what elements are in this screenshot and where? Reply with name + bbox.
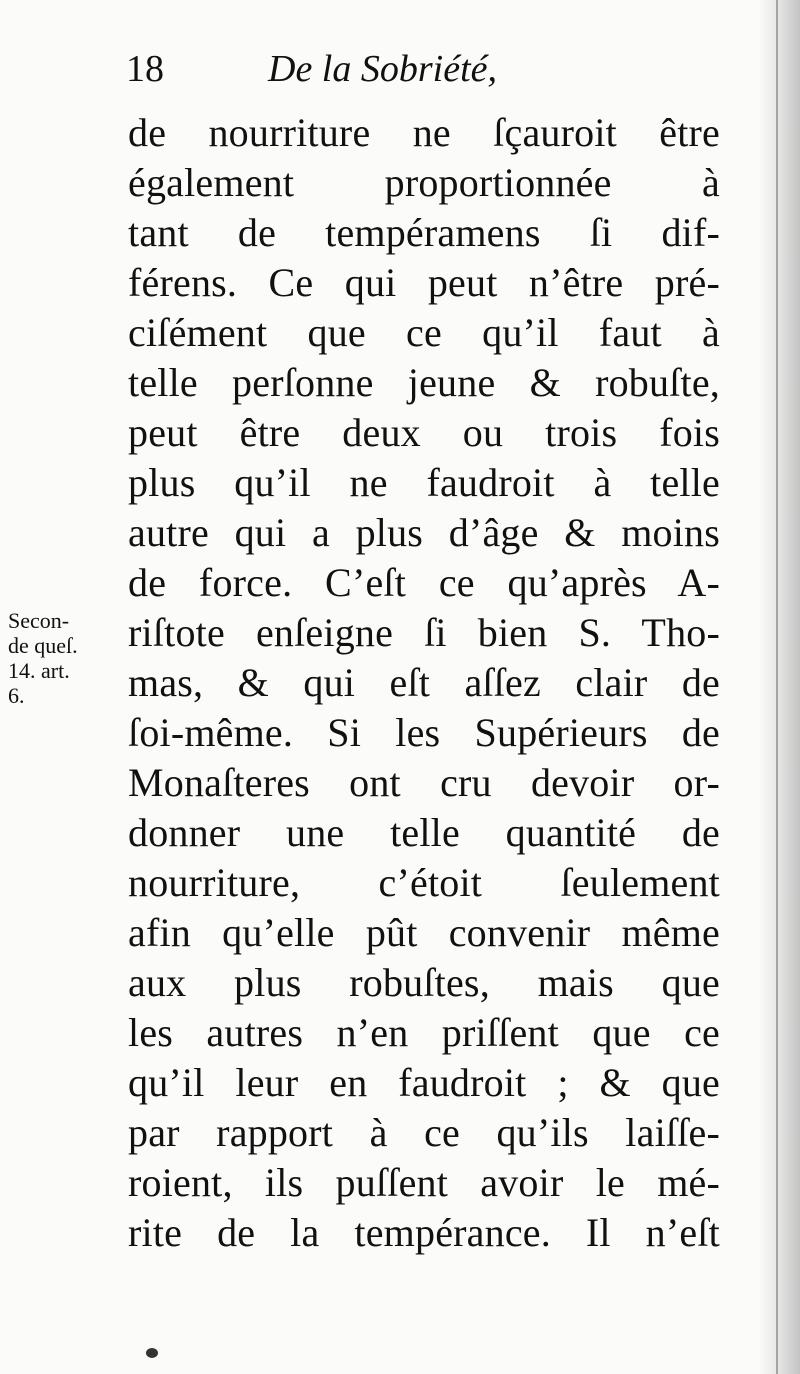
text-line: riſtote enſeigne ſi bien S. Tho-	[128, 610, 720, 655]
text-line: rite de la tempérance. Il n’eſt	[128, 1210, 720, 1255]
text-line: ciſément que ce qu’il faut à	[128, 310, 720, 355]
text-line: aux plus robuſtes, mais que	[128, 960, 720, 1005]
margin-note	[8, 608, 128, 708]
page-gutter-shadow	[758, 0, 800, 1374]
margin-note-line: 6.	[8, 683, 25, 708]
text-line: également proportionnée à	[128, 160, 720, 205]
text-line: les autres n’en priſſent que ce	[128, 1010, 720, 1055]
page-edge-line	[776, 0, 778, 1374]
text-line: nourriture, c’étoit ſeulement	[128, 860, 720, 905]
text-line: telle perſonne jeune & robuſte,	[128, 360, 720, 405]
text-line: donner une telle quantité de	[128, 810, 720, 855]
ink-speck	[146, 1348, 158, 1358]
text-line: afin qu’elle pût convenir même	[128, 910, 720, 955]
page-number: 18	[126, 48, 164, 90]
text-line: qu’il leur en faudroit ; & que	[128, 1060, 720, 1105]
text-line: plus qu’il ne faudroit à telle	[128, 460, 720, 505]
page-header	[126, 44, 726, 94]
text-line: peut être deux ou trois fois	[128, 410, 720, 455]
text-line: tant de tempéramens ſi dif-	[128, 210, 720, 255]
text-line: roient, ils puſſent avoir le mé-	[128, 1160, 720, 1205]
text-line: férens. Ce qui peut n’être pré-	[128, 260, 720, 305]
margin-note-line: 14. art.	[8, 658, 70, 683]
text-line: de force. C’eſt ce qu’après A-	[128, 560, 720, 605]
text-line: de nourriture ne ſçauroit être	[128, 110, 720, 155]
text-line: autre qui a plus d’âge & moins	[128, 510, 720, 555]
body-text	[128, 108, 720, 1258]
text-line: ſoi-même. Si les Supérieurs de	[128, 710, 720, 755]
running-title: De la Sobriété,	[268, 48, 498, 90]
margin-note-line: de queſ.	[8, 633, 78, 658]
text-line: Monaſteres ont cru devoir or-	[128, 760, 720, 805]
text-line: mas, & qui eſt aſſez clair de	[128, 660, 720, 705]
margin-note-line: Secon-	[8, 608, 70, 633]
text-line: par rapport à ce qu’ils laiſſe-	[128, 1110, 720, 1155]
